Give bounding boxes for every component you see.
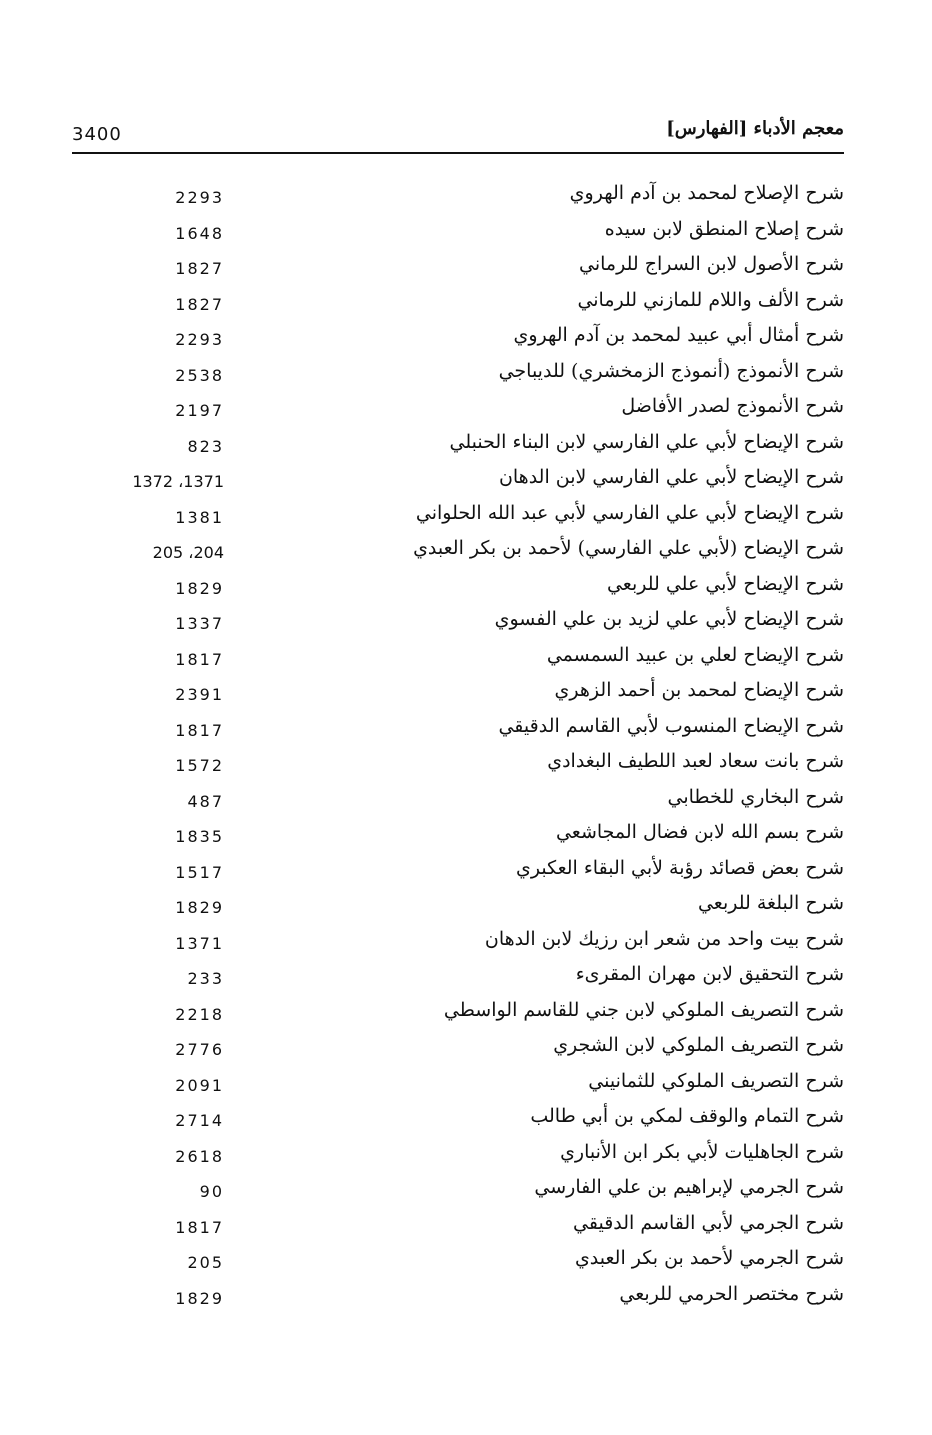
- entry-title: شرح الجرمي لأبي القاسم الدقيقي: [573, 1211, 844, 1234]
- entry-page-numbers: 1817: [175, 1217, 224, 1237]
- entry-title: شرح إصلاح المنطق لابن سيده: [604, 217, 844, 240]
- index-entry: [72, 1281, 844, 1317]
- index-entry: [72, 1068, 844, 1104]
- entry-title: شرح بسم الله لابن فضال المجاشعي: [555, 821, 844, 843]
- entry-title: شرح الإيضاح لأبي علي الفارسي لابن الدهان: [498, 466, 844, 488]
- index-entry: [72, 322, 844, 358]
- entry-page-numbers: 1648: [175, 223, 224, 243]
- entry-page-numbers: 1517: [175, 862, 224, 882]
- entry-title: شرح الإصلاح لمحمد بن آدم الهروي: [569, 182, 844, 204]
- entry-page-numbers: 487: [187, 791, 224, 811]
- entry-title: شرح الإيضاح لمحمد بن أحمد الزهري: [554, 679, 844, 701]
- entry-page-numbers: 2538: [175, 365, 224, 385]
- entry-title: شرح الإيضاح لأبي علي الفارسي لأبي عبد الله الحلواني: [415, 501, 844, 524]
- entry-page-numbers: 1817: [175, 720, 224, 740]
- entry-page-numbers: 1371: [175, 933, 224, 953]
- index-entry: [72, 571, 844, 607]
- entry-title: شرح البلغة للربعي: [697, 892, 844, 914]
- entry-title: شرح الألف واللام للمازني للرماني: [577, 288, 844, 311]
- entry-page-numbers: 2197: [175, 401, 224, 420]
- entry-title: شرح الإيضاح المنسوب لأبي القاسم الدقيقي: [498, 714, 844, 737]
- index-entry: [72, 1210, 844, 1246]
- index-entry: [72, 180, 844, 216]
- entry-page-numbers: 2293: [175, 330, 224, 349]
- index-entry: [72, 393, 844, 429]
- header-rule: [72, 152, 844, 154]
- entry-title: شرح التصريف الملوكي للثمانيني: [588, 1069, 844, 1092]
- entry-title: شرح الأصول لابن السراج للرماني: [579, 253, 844, 275]
- page-number: 3400: [72, 124, 122, 145]
- entry-page-numbers: 205 ،204: [152, 543, 224, 562]
- entry-page-numbers: 1817: [175, 649, 224, 669]
- index-entry: [72, 1032, 844, 1068]
- entry-page-numbers: 2776: [175, 1040, 224, 1059]
- index-entry: [72, 358, 844, 394]
- entry-title: شرح الإيضاح لأبي علي لزيد بن علي الفسوي: [494, 608, 844, 630]
- entry-title: شرح التمام والوقف لمكي بن أبي طالب: [530, 1105, 844, 1127]
- index-entry: [72, 500, 844, 536]
- running-title: معجم الأدباء [الفهارس]: [666, 118, 844, 139]
- entry-page-numbers: 1572: [175, 756, 224, 775]
- index-entry: [72, 535, 844, 571]
- entry-page-numbers: 2391: [175, 685, 224, 704]
- index-entry: [72, 1103, 844, 1139]
- entry-title: شرح بانت سعاد لعبد اللطيف البغدادي: [547, 750, 844, 772]
- entry-title: شرح الجرمي لأحمد بن بكر العبدي: [574, 1247, 844, 1269]
- entry-page-numbers: 1829: [175, 1288, 224, 1308]
- entry-page-numbers: 205: [187, 1253, 224, 1272]
- entry-title: شرح الجرمي لإبراهيم بن علي الفارسي: [534, 1176, 844, 1198]
- index-entry: [72, 287, 844, 323]
- index-entry: [72, 216, 844, 252]
- entry-page-numbers: 2091: [175, 1075, 224, 1095]
- entry-page-numbers: 1835: [175, 827, 224, 846]
- index-entry: [72, 606, 844, 642]
- index-entry: [72, 855, 844, 891]
- entry-page-numbers: 1829: [175, 578, 224, 598]
- index-entry: [72, 926, 844, 962]
- index-entry: [72, 429, 844, 465]
- index-entry: [72, 819, 844, 855]
- entry-page-numbers: 1372 ،1371: [132, 472, 224, 491]
- index-entry: [72, 1174, 844, 1210]
- entry-page-numbers: 1337: [175, 614, 224, 633]
- entry-title: شرح التصريف الملوكي لابن جني للقاسم الواسطي: [443, 998, 844, 1021]
- index-entry: [72, 464, 844, 500]
- index-entry: [72, 1245, 844, 1281]
- index-entry: [72, 1139, 844, 1175]
- entry-page-numbers: 1827: [175, 294, 224, 314]
- entry-page-numbers: 233: [187, 969, 224, 988]
- entry-page-numbers: 1829: [175, 898, 224, 917]
- entry-title: شرح الإيضاح (لأبي علي الفارسي) لأحمد بن بكر العبدي: [413, 537, 844, 559]
- entry-title: شرح الأنموذج لصدر الأفاضل: [621, 395, 844, 417]
- entry-page-numbers: 2714: [175, 1111, 224, 1130]
- entry-title: شرح الإيضاح لعلي بن عبيد السمسمي: [546, 643, 844, 666]
- entry-title: شرح البخاري للخطابي: [667, 785, 844, 808]
- entry-page-numbers: 1827: [175, 259, 224, 278]
- index-entry: [72, 748, 844, 784]
- entry-title: شرح الإيضاح لأبي علي الفارسي لابن البناء الحنبلي: [449, 430, 844, 453]
- entry-title: شرح بيت واحد من شعر ابن رزيك لابن الدهان: [484, 927, 844, 950]
- entry-title: شرح التصريف الملوكي لابن الشجري: [553, 1034, 844, 1056]
- index-entry: [72, 251, 844, 287]
- index-entry: [72, 890, 844, 926]
- entry-page-numbers: 2218: [175, 1004, 224, 1024]
- index-entry: [72, 677, 844, 713]
- entry-title: شرح الإيضاح لأبي علي للربعي: [606, 572, 844, 595]
- index-entry: [72, 713, 844, 749]
- page-header: [72, 118, 844, 152]
- entry-page-numbers: 1381: [175, 507, 224, 527]
- index-entry: [72, 961, 844, 997]
- entry-page-numbers: 2293: [175, 188, 224, 207]
- entry-title: شرح الجاهليات لأبي بكر ابن الأنباري: [560, 1140, 844, 1163]
- index-entries: [72, 180, 844, 1316]
- entry-title: شرح التحقيق لابن مهران المقرىء: [575, 963, 844, 985]
- index-entry: [72, 997, 844, 1033]
- entry-title: شرح الأنموذج (أنموذج الزمخشري) للديباجي: [498, 359, 844, 382]
- index-entry: [72, 784, 844, 820]
- entry-title: شرح بعض قصائد رؤبة لأبي البقاء العكبري: [516, 856, 844, 879]
- entry-page-numbers: 823: [187, 436, 224, 456]
- entry-title: شرح أمثال أبي عبيد لمحمد بن آدم الهروي: [513, 324, 844, 346]
- entry-title: شرح مختصر الحرمي للربعي: [619, 1282, 844, 1305]
- index-entry: [72, 642, 844, 678]
- entry-page-numbers: 90: [199, 1182, 224, 1201]
- entry-page-numbers: 2618: [175, 1146, 224, 1166]
